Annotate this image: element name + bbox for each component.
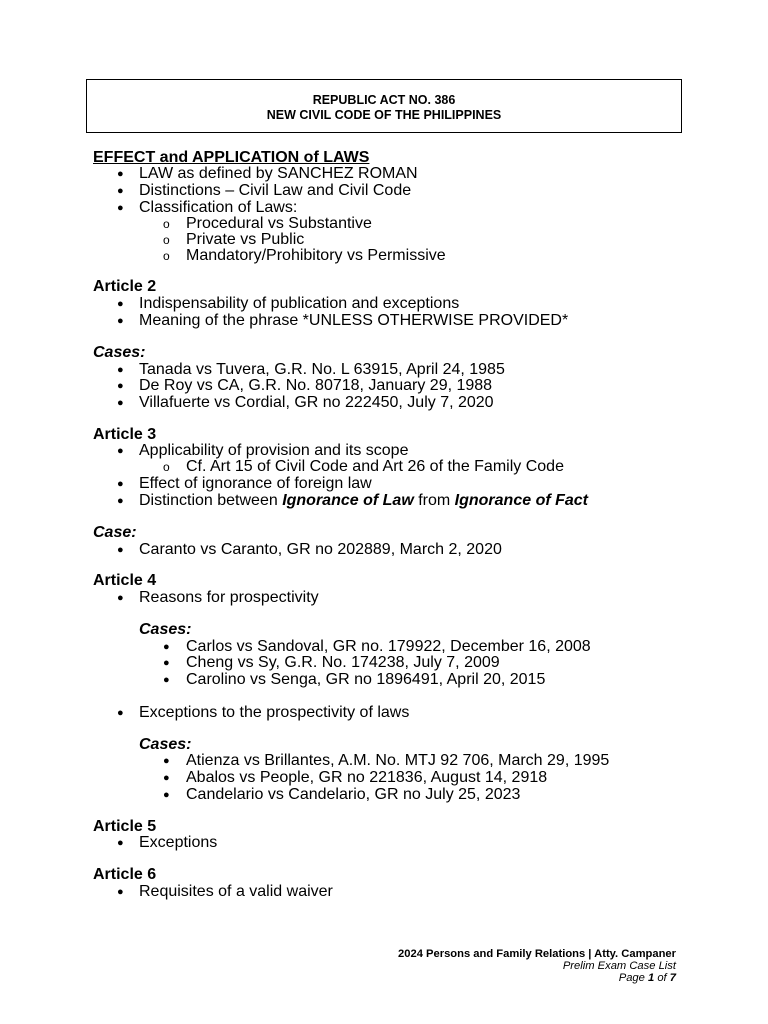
bullet-icon: ● [117,315,124,327]
classification-item-3: Mandatory/Prohibitory vs Permissive [186,247,446,264]
footer-course-line: 2024 Persons and Family Relations | Atty. Campaner [398,948,676,960]
intro-bullet-3: Classification of Laws: [139,199,298,216]
article-2-case-1: Tanada vs Tuvera, G.R. No. L 63915, April 24, 1985 [139,361,505,378]
page-prefix: Page [618,972,648,984]
bullet-icon: ● [117,707,124,719]
article-5-heading: Article 5 [93,818,157,835]
bullet-icon: ● [117,592,124,604]
page-footer [398,948,676,984]
bullet-icon: ● [117,886,124,898]
article-3-sub-1: Cf. Art 15 of Civil Code and Art 26 of the Family Code [186,458,564,475]
article-3-term-2: Ignorance of Fact [454,492,589,509]
bullet-icon: ● [117,544,124,556]
bullet-icon: ● [117,185,124,197]
classification-item-2: Private vs Public [186,231,305,248]
title-line-2: NEW CIVIL CODE OF THE PHILIPPINES [266,108,502,122]
intro-bullet-2: Distinctions – Civil Law and Civil Code [139,182,412,199]
article-4-bullet-1: Reasons for prospectivity [139,589,319,606]
bullet-icon: ● [117,478,124,490]
classification-item-1: Procedural vs Substantive [186,215,372,232]
bullet-icon: ● [163,674,170,686]
bullet-icon: ● [117,495,124,507]
article-4-case-4: Atienza vs Brillantes, A.M. No. MTJ 92 706, March 29, 1995 [186,752,610,769]
article-3-case-label: Case: [93,524,137,541]
title-box [86,79,682,133]
footer-subtitle: Prelim Exam Case List [562,960,676,972]
article-2-bullet-1: Indispensability of publication and exceptions [139,295,460,312]
article-3-case: Caranto vs Caranto, GR no 202889, March 2, 2020 [139,541,502,558]
page-current: 1 [647,972,655,984]
circle-bullet-icon: o [163,233,170,247]
article-3-bullet-3-mid: from [413,492,455,509]
article-2-heading: Article 2 [93,278,157,295]
article-4-case-3: Carolino vs Senga, GR no 1896491, April 20, 2015 [186,671,546,688]
article-2-cases-label: Cases: [93,344,146,361]
article-3-bullet-2: Effect of ignorance of foreign law [139,475,372,492]
bullet-icon: ● [117,380,124,392]
article-3-bullet-3-prefix: Distinction between [139,492,283,509]
circle-bullet-icon: o [163,460,170,474]
bullet-icon: ● [117,364,124,376]
bullet-icon: ● [163,789,170,801]
article-2-bullet-2: Meaning of the phrase *UNLESS OTHERWISE PROVIDED* [139,312,569,329]
article-6-bullet: Requisites of a valid waiver [139,883,333,900]
article-4-case-1: Carlos vs Sandoval, GR no. 179922, December 16, 2008 [186,638,591,655]
article-5-bullet: Exceptions [139,834,218,851]
footer-page-number [398,972,676,984]
bullet-icon: ● [117,202,124,214]
circle-bullet-icon: o [163,249,170,263]
bullet-icon: ● [117,397,124,409]
intro-bullet-1: LAW as defined by SANCHEZ ROMAN [139,165,418,182]
bullet-icon: ● [117,298,124,310]
bullet-icon: ● [163,772,170,784]
article-4-cases-2-label: Cases: [139,736,192,753]
article-4-case-2: Cheng vs Sy, G.R. No. 174238, July 7, 2009 [186,654,500,671]
article-3-heading: Article 3 [93,426,157,443]
bullet-icon: ● [117,168,124,180]
bullet-icon: ● [163,657,170,669]
bullet-icon: ● [117,445,124,457]
article-4-cases-1-label: Cases: [139,621,192,638]
title-line-1: REPUBLIC ACT NO. 386 [312,93,456,107]
article-3-bullet-3 [139,493,588,509]
article-4-bullet-2: Exceptions to the prospectivity of laws [139,704,410,721]
article-2-case-2: De Roy vs CA, G.R. No. 80718, January 29, 1988 [139,377,493,394]
article-4-case-5: Abalos vs People, GR no 221836, August 14, 2918 [186,769,548,786]
article-2-case-3: Villafuerte vs Cordial, GR no 222450, July 7, 2020 [139,394,494,411]
bullet-icon: ● [163,641,170,653]
article-3-term-1: Ignorance of Law [282,492,414,509]
section-heading: EFFECT and APPLICATION of LAWS [93,149,370,166]
article-6-heading: Article 6 [93,866,157,883]
article-4-case-6: Candelario vs Candelario, GR no July 25, 2023 [186,786,521,803]
article-3-bullet-1: Applicability of provision and its scope [139,442,409,459]
bullet-icon: ● [163,755,170,767]
circle-bullet-icon: o [163,217,170,231]
page-total: 7 [669,972,676,984]
article-4-heading: Article 4 [93,572,157,589]
bullet-icon: ● [117,837,124,849]
page-mid: of [654,972,670,984]
